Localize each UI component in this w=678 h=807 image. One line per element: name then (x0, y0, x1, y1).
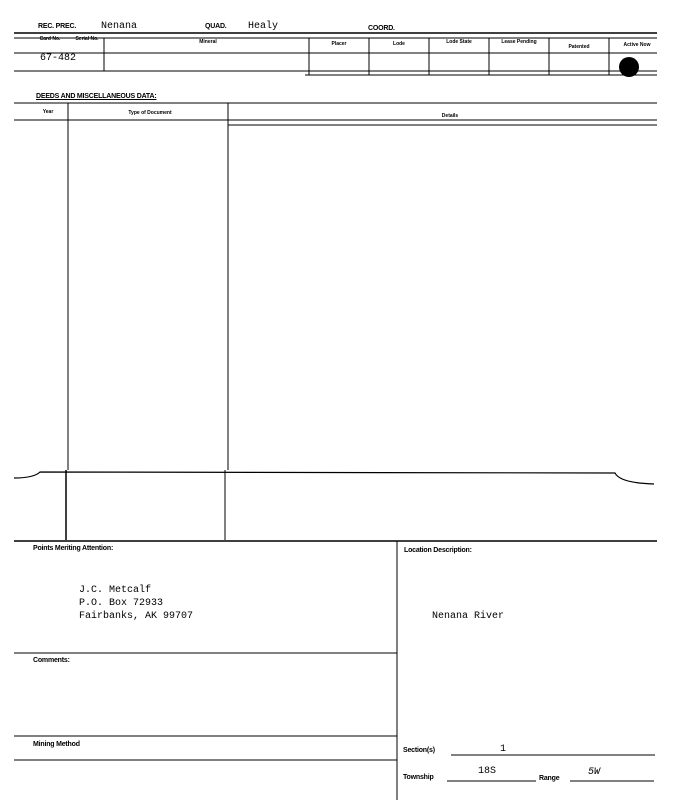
col-placer: Placer (331, 41, 347, 47)
deeds-section-title: DEEDS AND MISCELLANEOUS DATA: (36, 93, 157, 100)
township-value: 18S (478, 766, 497, 777)
range-label: Range (539, 775, 560, 782)
col-year: Year (42, 109, 54, 115)
mining-method-label: Mining Method (33, 741, 80, 748)
section-label: Section(s) (403, 747, 435, 754)
col-card-no: Card No. (39, 36, 61, 42)
address-line: P.O. Box 72933 (79, 598, 164, 609)
address-line: Fairbanks, AK 99707 (79, 611, 194, 622)
rec-prec-label: REC. PREC. (38, 23, 77, 30)
col-lease-pending: Lease Pending (501, 39, 537, 45)
rec-prec-value: Nenana (101, 21, 138, 32)
coord-label: COORD. (368, 25, 395, 32)
quad-value: Healy (248, 21, 279, 32)
points-meriting-attention-label: Points Meriting Attention: (33, 545, 114, 552)
comments-label: Comments: (33, 657, 70, 664)
points-meriting-attention-text (79, 584, 193, 623)
quad-label: QUAD. (205, 23, 227, 30)
range-value: 5W (588, 767, 601, 778)
address-line: J.C. Metcalf (79, 585, 152, 596)
location-description-value: Nenana River (432, 611, 505, 622)
col-details: Details (441, 113, 459, 119)
col-lode: Lode (393, 41, 405, 47)
hole-punch (619, 57, 639, 77)
col-patented: Patented (568, 44, 590, 50)
location-description-label: Location Description: (404, 547, 472, 554)
col-lode-state: Lode State (446, 39, 472, 45)
card-no-value: 67-482 (40, 53, 77, 64)
col-active-now: Active Now (623, 42, 651, 48)
col-type-of-document: Type of Document (128, 110, 172, 116)
township-label: Township (403, 774, 434, 781)
col-mineral: Mineral (199, 39, 217, 45)
section-value: 1 (500, 744, 507, 755)
col-serial-no: Serial No. (75, 36, 99, 42)
